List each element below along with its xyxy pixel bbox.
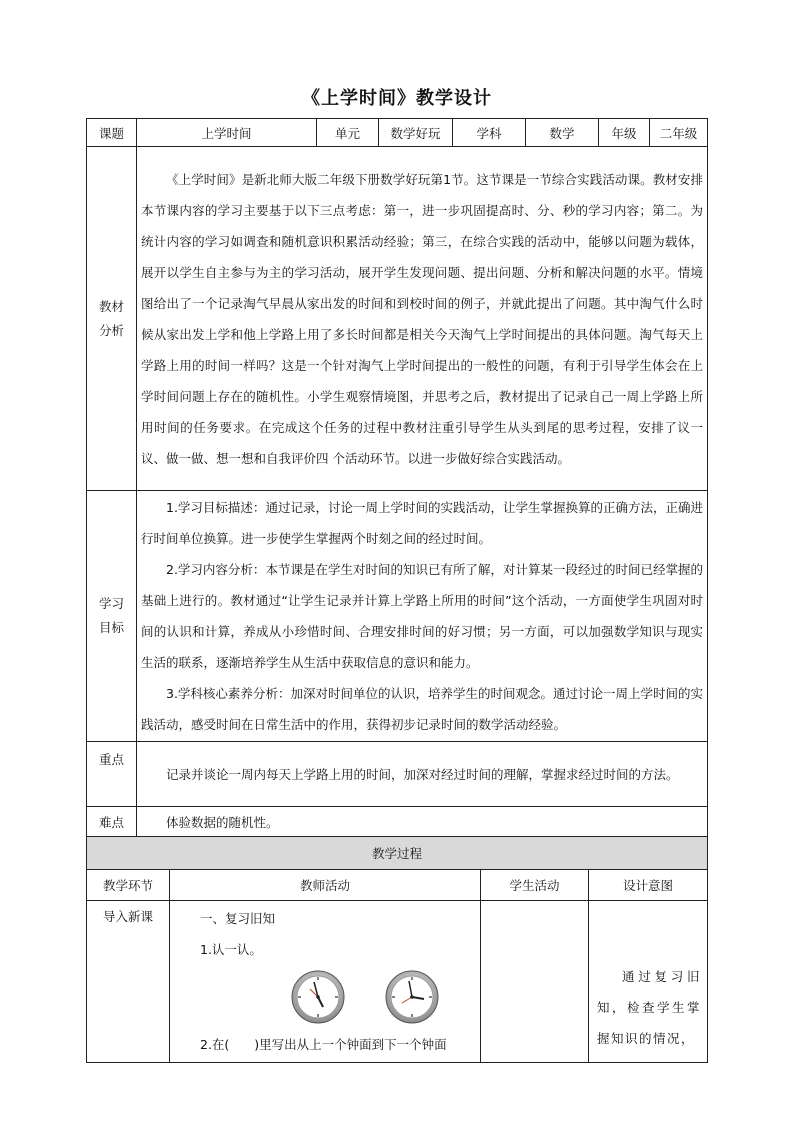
material-label: [87, 147, 137, 491]
col-teacher: 教师活动: [170, 870, 481, 901]
review-heading: 一、复习旧知: [200, 911, 276, 926]
header-row: [87, 119, 708, 147]
key-row: [87, 742, 708, 807]
item-one: 1.认一认。: [200, 942, 262, 957]
material-label-text: 教材分析: [98, 298, 124, 338]
goals-p2: 2.学习内容分析：本节课是在学生对时间的知识已有所了解，对计算某一段经过的时间已经掌握的基础上进行的。教材通过“让学生记录并计算上学路上所用的时间”这个活动，一方面使学生巩固对时间的认识和计算，养成从小珍惜时间、合理安排时间的好习惯；另一方面，可以加强数学知识与现实生活的联系，逐渐培养学生从生活中获取信息的意识和能力。: [141, 562, 703, 670]
clock-icon: [290, 969, 346, 1025]
process-table: [86, 836, 708, 1063]
stage-row: [87, 901, 708, 1063]
difficulty-label: 难点: [87, 807, 137, 839]
item-two: 2.在( )里写出从上一个钟面到下一个钟面: [200, 1037, 447, 1052]
clocks-area: [170, 965, 480, 1029]
process-title: 教学过程: [87, 837, 708, 870]
grade-label: 年级: [599, 119, 650, 147]
unit-value: 数学好玩: [379, 119, 453, 147]
unit-label: 单元: [317, 119, 379, 147]
goals-label: [87, 491, 137, 742]
student-activity: [481, 901, 589, 1063]
topic-label: 课题: [87, 119, 137, 147]
material-text: 《上学时间》是新北师大版二年级下册数学好玩第1节。这节课是一节综合实践活动课。教材安排本节课内容的学习主要基于以下三点考虑：第一，进一步巩固提高时、分、秒的学习内容；第二。为统计内容的学习如调查和随机意识积累活动经验；第三，在综合实践的活动中，能够以问题为载体，展开以学生自主参与为主的学习活动，展开学生发现问题、提出问题、分析和解决问题的水平。情境图给出了一个记录淘气早晨从家出发的时间和到校时间的例子，并就此提出了问题。其中淘气什么时候从家出发上学和他上学路上用了多长时间都是相关今天淘气上学时间提出的具体问题。淘气每天上学路上用的时间一样吗？这是一个针对淘气上学时间提出的一般性的问题，有利于引导学生体会在上学时间问题上存在的随机性。小学生观察情境图，并思考之后，教材提出了记录自己一周上学路上所用时间的任务要求。在完成这个任务的过程中教材注重引导学生从头到尾的思考过程，安排了议一议、做一做、想一想和自我评价四 个活动环节。以进一步做好综合实践活动。: [141, 171, 703, 466]
intent-text: 通过复习旧知，检查学生掌握知识的情况，: [597, 969, 702, 1046]
key-text: 记录并谈论一周内每天上学路上用的时间，加深对经过时间的理解，掌握求经过时间的方法。: [166, 766, 679, 782]
col-intent: 设计意图: [589, 870, 708, 901]
difficulty-row: [87, 807, 708, 839]
design-intent: [589, 901, 708, 1063]
subject-value: 数学: [526, 119, 599, 147]
material-row: [87, 147, 708, 491]
clock-icon: [384, 969, 440, 1025]
difficulty-text: 体验数据的随机性。: [166, 815, 279, 830]
subject-label: 学科: [453, 119, 526, 147]
teacher-activity: [170, 901, 481, 1063]
document-title: 《上学时间》教学设计: [302, 88, 492, 109]
col-student: 学生活动: [481, 870, 589, 901]
process-header-row: [87, 870, 708, 901]
topic-value: 上学时间: [137, 119, 317, 147]
goals-p3: 3.学科核心素养分析：加深对时间单位的认识，培养学生的时间观念。通过讨论一周上学时间的实践活动，感受时间在日常生活中的作用，获得初步记录时间的数学活动经验。: [141, 686, 703, 732]
goals-label-text: 学习目标: [98, 596, 124, 635]
stage-name: 导入新课: [87, 901, 170, 1063]
info-table: [86, 118, 708, 839]
goals-row: [87, 491, 708, 742]
goals-p1: 1.学习目标描述：通过记录，讨论一周上学时间的实践活动，让学生掌握换算的正确方法，正确进行时间单位换算。进一步使学生掌握两个时刻之间的经过时间。: [141, 500, 703, 546]
col-stage: 教学环节: [87, 870, 170, 901]
grade-value: 二年级: [650, 119, 708, 147]
key-label: 重点: [87, 742, 137, 807]
